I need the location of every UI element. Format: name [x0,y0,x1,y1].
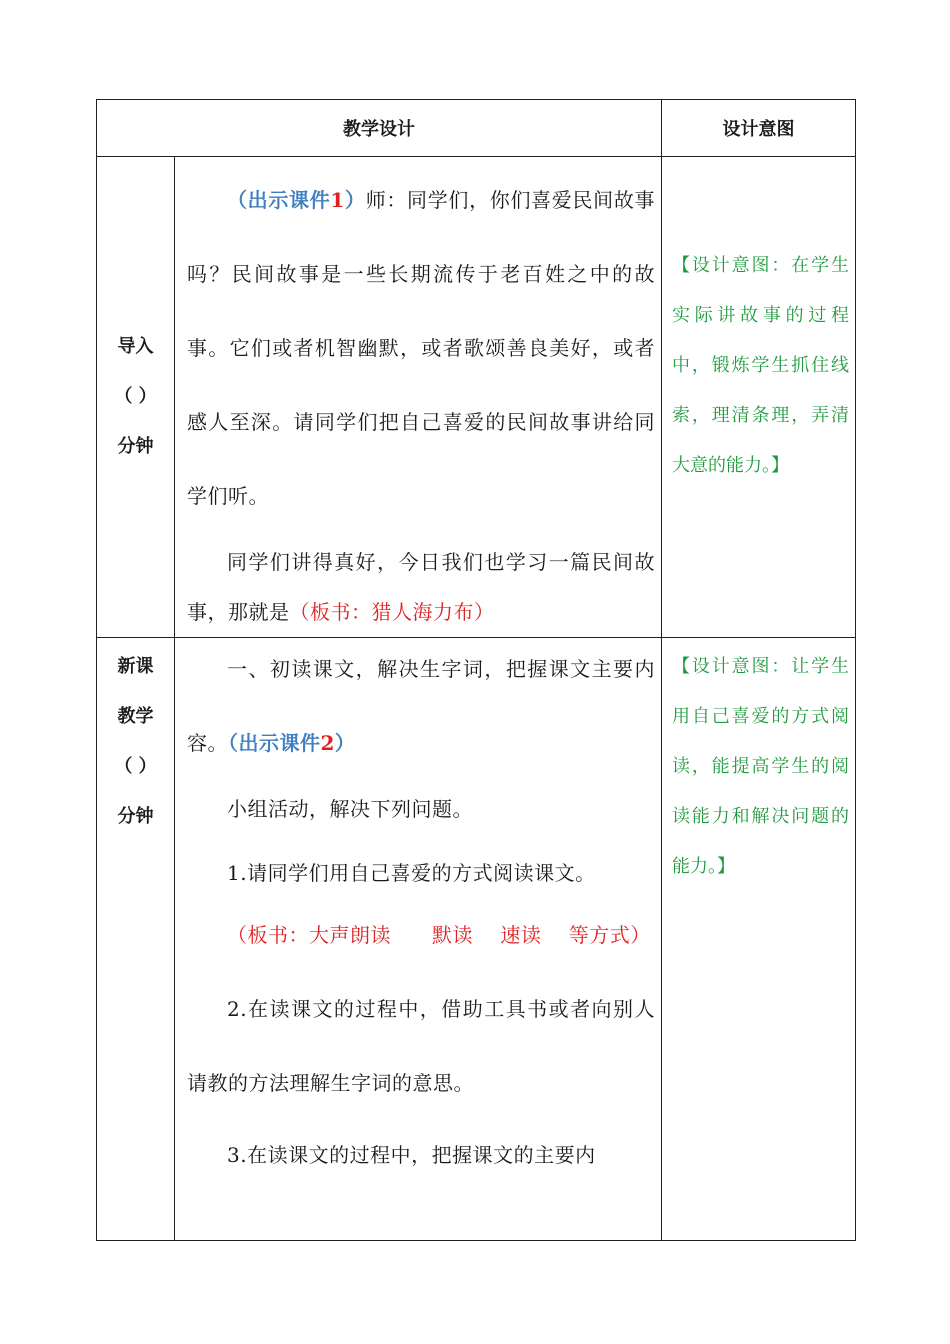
lesson-paragraph-2: 小组活动，解决下列问题。 [227,797,473,821]
section-new-lesson-label-line4: 分钟 [117,806,154,827]
section-intro-label-line2: （ ） [114,386,157,407]
intro-paragraph-1 [187,163,655,533]
lesson-board-reading-methods: （板书：大声朗读 默读 速读 等方式） [227,923,651,947]
header-teaching-design: 教学设计 [97,100,662,157]
lesson-paragraph-5: 2.在读课文的过程中，借助工具书或者向别人请教的方法理解生字词的意思。 [187,997,655,1095]
intro-paragraph-2 [187,537,655,637]
lesson-plan-table [96,99,856,1241]
lesson-paragraph-1 [187,632,655,780]
courseware-1-label: （出示课件1） [227,188,366,212]
lesson-paragraph-1-text: 一、初读课文，解决生字词，把握课文主要内容。 [187,657,655,755]
new-lesson-intent-text: 【设计意图：让学生用自己喜爱的方式阅读，能提高学生的阅读能力和解决问题的能力。】 [672,656,849,877]
section-new-lesson-label-line3: （ ） [114,756,157,777]
lesson-paragraph-3: 1.请同学们用自己喜爱的方式阅读课文。 [227,861,596,885]
section-new-lesson-label [97,638,175,1241]
intro-intent-text: 【设计意图：在学生实际讲故事的过程中，锻炼学生抓住线索，理清条理，弄清大意的能力。】 [672,255,849,476]
header-design-intent: 设计意图 [662,100,856,157]
section-new-lesson-intent [662,638,856,1241]
section-new-lesson-row [97,638,856,1241]
courseware-2-label: （出示课件2） [228,731,356,755]
section-intro-label-line1: 导入 [117,336,154,357]
section-intro-label [97,157,175,638]
section-new-lesson-label-line1: 新课 [117,656,154,677]
section-intro-label-line3: 分钟 [117,436,154,457]
section-intro-content [175,157,662,638]
intro-paragraph-2-text: 同学们讲得真好，今日我们也学习一篇民间故事，那就是 [187,550,655,624]
section-new-lesson-content [175,638,662,1241]
intro-paragraph-1-text: 师：同学们，你们喜爱民间故事吗？民间故事是一些长期流传于老百姓之中的故事。它们或者机智幽默，或者歌颂善良美好，或者感人至深。请同学们把自己喜爱的民间故事讲给同学们听。 [187,188,656,508]
board-note-title: （板书：猎人海力布） [289,600,495,624]
table-header-row [97,100,856,157]
lesson-paragraph-6: 3.在读课文的过程中，把握课文的主要内 [227,1143,596,1167]
section-new-lesson-label-line2: 教学 [117,706,154,727]
section-intro-intent [662,157,856,638]
section-intro-row [97,157,856,638]
